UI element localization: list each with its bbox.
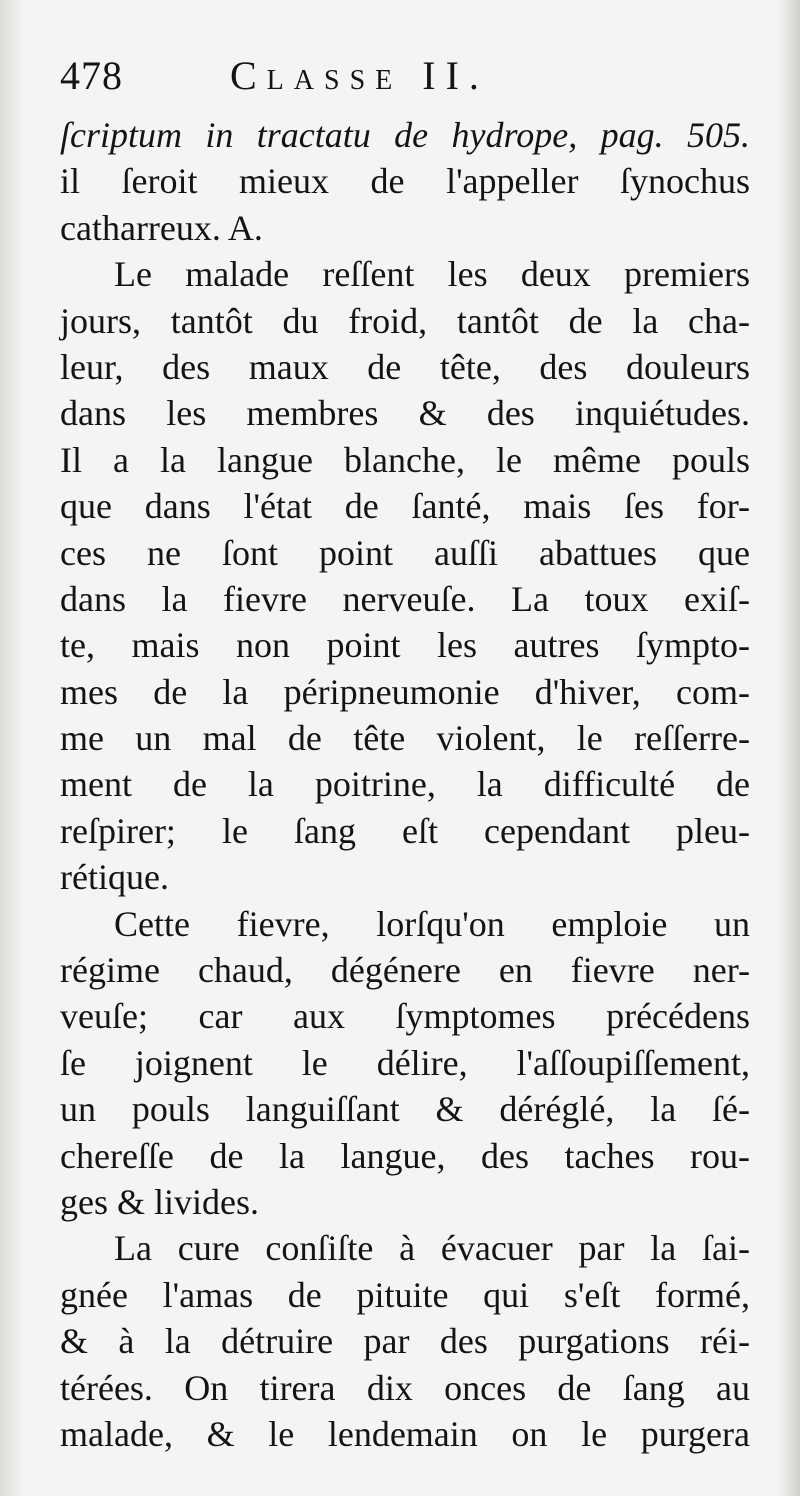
text-line: ment de la poitrine, la difficulté de <box>60 764 750 805</box>
text-line: La cure conſiſte à évacuer par la ſai- <box>114 1228 750 1269</box>
text-line: ſcriptum in tractatu de hydrope, pag. 505. <box>60 115 750 155</box>
text-line: jours, tantôt du froid, tantôt de la cha- <box>60 300 750 341</box>
text-line: ces ne ſont point auſſi abattues que <box>60 532 750 573</box>
text-line: que dans l'état de ſanté, mais ſes for- <box>60 486 750 527</box>
text-line: leur, des maux de tête, des douleurs <box>60 346 750 387</box>
text-line: mes de la péripneumonie d'hiver, com- <box>60 671 750 712</box>
text-line: Le malade reſſent les deux premiers <box>114 254 750 295</box>
text-line: chereſſe de la langue, des taches rou- <box>60 1135 750 1176</box>
text-line: il ſeroit mieux de l'appeller ſynochus <box>60 161 750 202</box>
text-line: ges & livides. <box>60 1181 259 1222</box>
text-line: ſe joignent le délire, l'aſſoupiſſement, <box>60 1042 750 1083</box>
text-line: te, mais non point les autres ſympto- <box>60 625 750 666</box>
text-line: dans les membres & des inquiétudes. <box>60 393 750 434</box>
text-line: & à la détruire par des purgations réi- <box>60 1321 750 1362</box>
text-line: catharreux. A. <box>60 207 263 248</box>
text-line: térées. On tirera dix onces de ſang au <box>60 1367 750 1408</box>
text-line: régime chaud, dégénere en fievre ner- <box>60 950 750 991</box>
text-line: veuſe; car aux ſymptomes précédens <box>60 996 750 1037</box>
body-text <box>60 112 750 1457</box>
page-number: 478 <box>60 53 123 98</box>
text-line: Il a la langue blanche, le même pouls <box>60 439 750 480</box>
running-head: Classe II. <box>230 53 489 98</box>
text-line: un pouls languiſſant & déréglé, la ſé- <box>60 1089 750 1130</box>
text-line: rétique. <box>60 857 169 898</box>
page-header <box>60 48 750 108</box>
text-line: me un mal de tête violent, le reſſerre- <box>60 718 750 759</box>
text-line: reſpirer; le ſang eſt cependant pleu- <box>60 810 750 851</box>
text-line: gnée l'amas de pituite qui s'eſt formé, <box>60 1274 750 1315</box>
text-line: dans la fievre nerveuſe. La toux exiſ- <box>60 578 750 619</box>
text-line: Cette fievre, lorſqu'on emploie un <box>114 903 750 944</box>
text-line: malade, & le lendemain on le purgera <box>60 1413 750 1454</box>
